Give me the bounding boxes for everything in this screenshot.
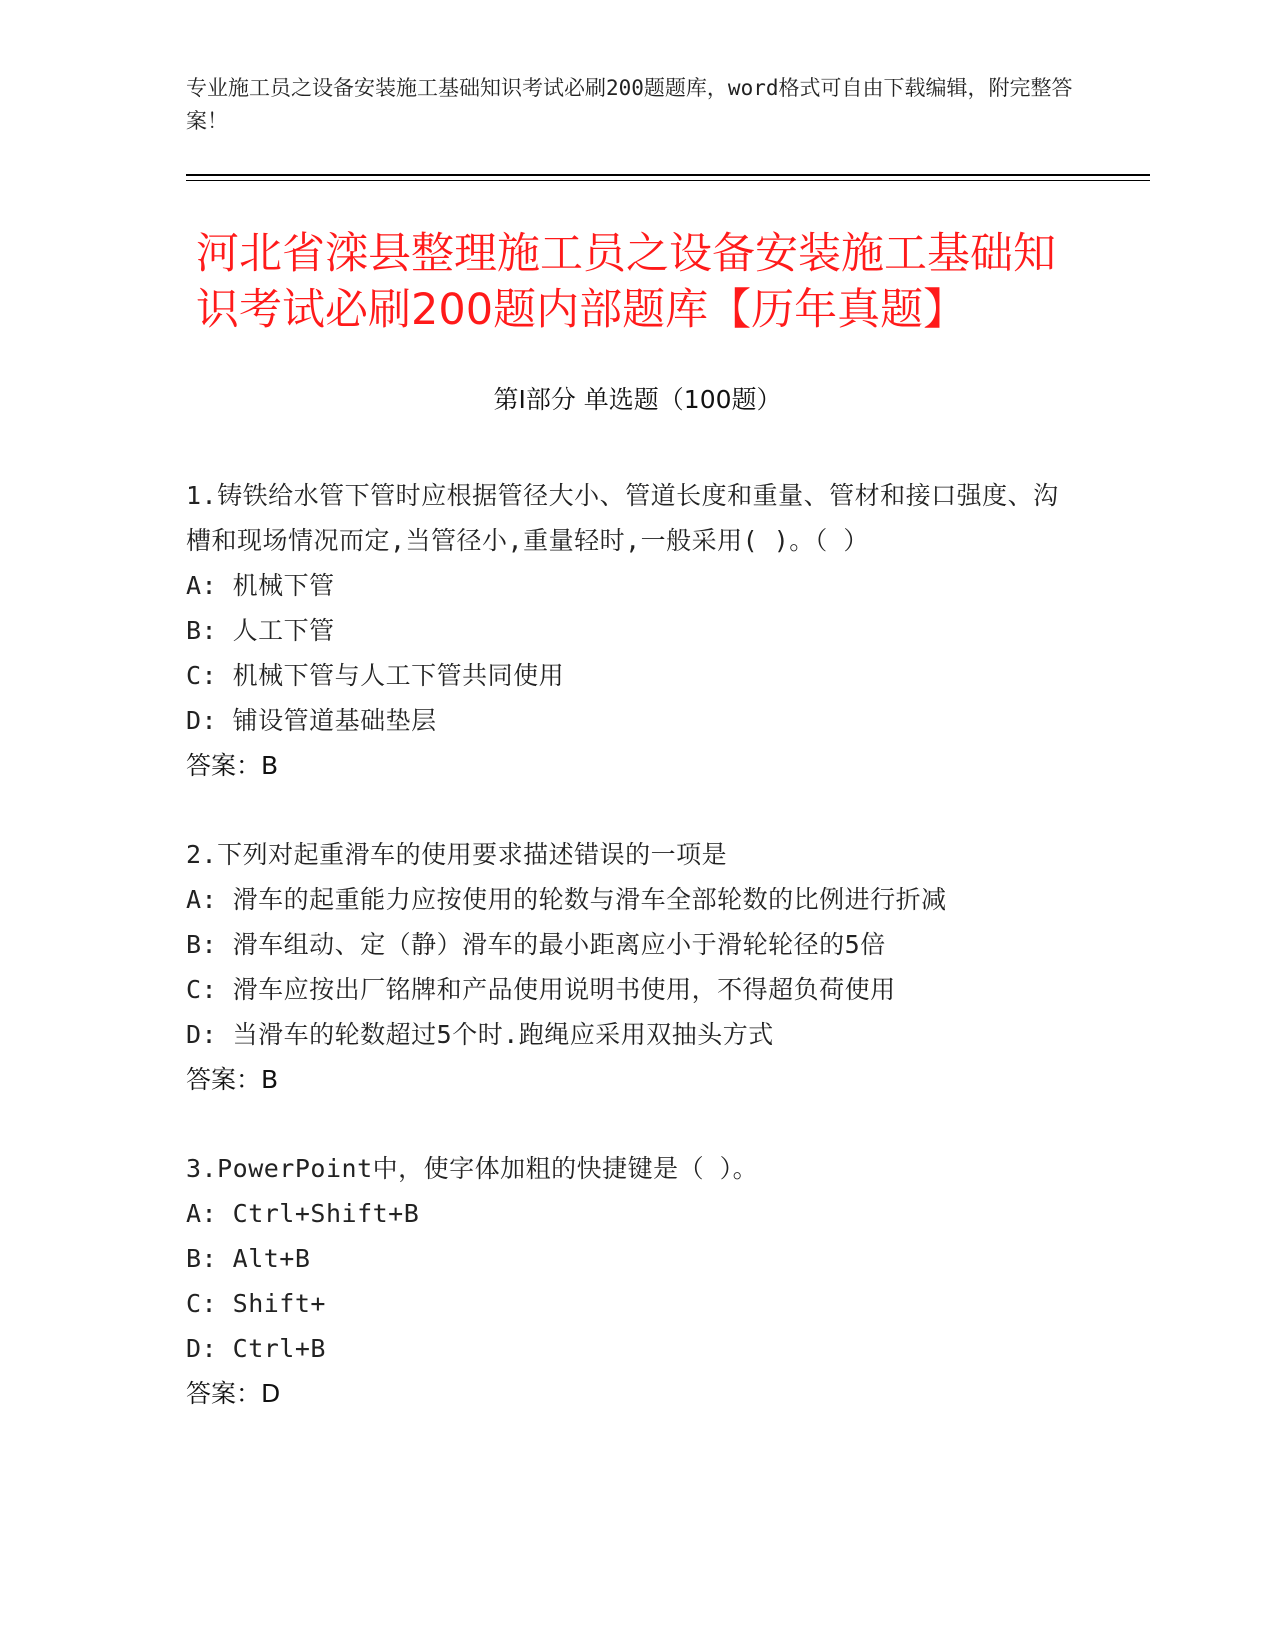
question-3	[186, 1146, 1066, 1416]
option-d: D: Ctrl+B	[186, 1334, 326, 1363]
question-1	[186, 473, 1066, 788]
option-c: C: 机械下管与人工下管共同使用	[186, 661, 565, 690]
question-stem: 2.下列对起重滑车的使用要求描述错误的一项是	[186, 840, 728, 869]
option-d: D: 铺设管道基础垫层	[186, 706, 437, 735]
option-b: B: 人工下管	[186, 616, 335, 645]
header-note: 专业施工员之设备安装施工基础知识考试必刷200题题库，word格式可自由下载编辑，附完整答案！	[186, 76, 1073, 133]
header-divider-thin	[186, 180, 1150, 181]
option-c: C: 滑车应按出厂铭牌和产品使用说明书使用，不得超负荷使用	[186, 975, 896, 1004]
question-list	[186, 473, 1066, 1460]
option-a: A: Ctrl+Shift+B	[186, 1199, 420, 1228]
option-a: A: 机械下管	[186, 571, 335, 600]
option-c: C: Shift+	[186, 1289, 326, 1318]
answer: 答案：D	[186, 1379, 281, 1408]
answer: 答案：B	[186, 751, 279, 780]
question-2	[186, 832, 1066, 1102]
option-b: B: Alt+B	[186, 1244, 311, 1273]
document-title: 河北省滦县整理施工员之设备安装施工基础知识考试必刷200题内部题库【历年真题】	[196, 229, 1056, 335]
question-stem: 3.PowerPoint中，使字体加粗的快捷键是（ ）。	[186, 1154, 759, 1183]
question-stem: 1.铸铁给水管下管时应根据管径大小、管道长度和重量、管材和接口强度、沟槽和现场情况而定,当管径小,重量轻时,一般采用( )。（ ）	[186, 481, 1059, 555]
option-a: A: 滑车的起重能力应按使用的轮数与滑车全部轮数的比例进行折减	[186, 885, 947, 914]
option-d: D: 当滑车的轮数超过5个时.跑绳应采用双抽头方式	[186, 1020, 774, 1049]
answer: 答案：B	[186, 1065, 279, 1094]
option-b: B: 滑车组动、定（静）滑车的最小距离应小于滑轮轮径的5倍	[186, 930, 886, 959]
section-title: 第Ⅰ部分 单选题（100题）	[493, 385, 782, 414]
header-divider-thick	[186, 174, 1150, 176]
